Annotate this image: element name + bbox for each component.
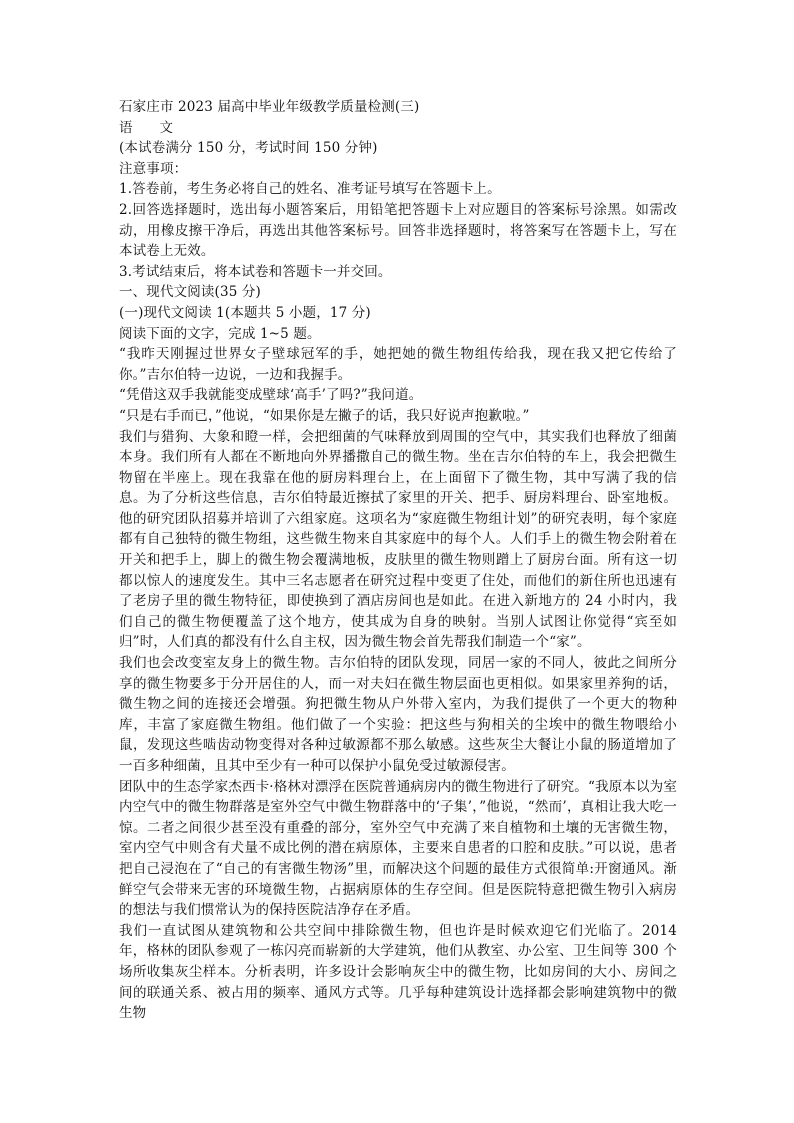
article-paragraph-1: “我昨天刚握过世界女子壁球冠军的手，她把她的微生物组传给我，现在我又把它传给了你。”吉尔伯特一边说，一边和我握手。 [119,346,677,383]
reading-instruction: 阅读下面的文字，完成 1~5 题。 [119,325,321,342]
notice-item-2: 2.回答选择题时，选出每小题答案后，用铅笔把答题卡上对应题目的答案标号涂黑。如需改动，用橡皮擦干净后，再选出其他答案标号。回答非选择题时，将答案写在答题卡上，写在本试卷上无效。 [119,201,677,260]
subject-title: 语 文 [119,119,173,136]
document-body [119,97,677,1024]
notice-item-3: 3.考试结束后，将本试卷和答题卡一并交回。 [119,263,392,280]
score-time-note: (本试卷满分 150 分，考试时间 150 分钟) [119,140,378,157]
subsection-title: (一)现代文阅读 1(本题共 5 小题，17 分) [119,304,371,321]
article-paragraph-5: 我们也会改变室友身上的微生物。吉尔伯特的团队发现，同居一家的不同人，彼此之间所分享的微生物要多于分开居住的人，而一对夫妇在微生物层面也更相似。如果家里养狗的话，微生物之间的连接还会增强。狗把微生物从户外带入室内，为我们提供了一个更大的物种库，丰富了家庭微生物组。他们做了一个实验：把这些与狗相关的尘埃中的微生物喂给小鼠，发现这些啮齿动物变得对各种过敏源都不那么敏感。这些灰尘大餐让小鼠的肠道增加了一百多种细菌，且其中至少有一种可以保护小鼠免受过敏源侵害。 [119,655,677,774]
article-paragraph-6: 团队中的生态学家杰西卡·格林对漂浮在医院普通病房内的微生物进行了研究。“我原本以为室内空气中的微生物群落是室外空气中微生物群落中的‘子集’，”他说，“然而’，真相让我大吃一惊。二者之间很少甚至没有重叠的部分，室外空气中充满了来自植物和土壤的无害微生物，室内空气中则含有犬量不成比例的潜在病原体，主要来自患者的口腔和皮肤。”可以说，患者把自己浸泡在了“自己的有害微生物汤”里，而解决这个问题的最佳方式很简单:开窗通风。渐鲜空气会带来无害的环境微生物，占据病原体的生存空间。但是医院特意把微生物引入病房的想法与我们惯常认为的保持医院洁净存在矛盾。 [119,778,677,919]
notice-heading: 注意事项： [119,160,188,177]
article-paragraph-2: “凭借这双手我就能变成壁球‘高手’了吗?”我问道。 [119,387,423,404]
exam-title: 石家庄市 2023 届高中毕业年级教学质量检测(三) [119,99,420,115]
article-paragraph-7: 我们一直试图从建筑物和公共空间中排除微生物，但也许是时候欢迎它们光临了。2014 年，格林的团队参观了一栋闪亮而崭新的大学建筑，他们从教室、办公室、卫生间等 300 个场所收集灰尘样本。分析表明，许多设计会影响灰尘中的微生物，比如房间的大小、房间之间的联通关系、被占用的频率、通风方式等。几乎每种建筑设计选择都会影响建筑物中的微生物 [119,922,677,1022]
notice-item-1: 1.答卷前，考生务必将自己的姓名、准考证号填写在答题卡上。 [119,181,501,198]
section-title: 一、现代文阅读(35 分) [119,284,261,301]
article-paragraph-4: 我们与猎狗、大象和瞪一样，会把细菌的气味释放到周围的空气中，其实我们也释放了细菌本身。我们所有人都在不断地向外界播撒自己的微生物。坐在吉尔伯特的车上，我会把微生物留在半座上。现在我靠在他的厨房料理台上，在上面留下了微生物，其中写满了我的信息。为了分析这些信息，吉尔伯特最近擦拭了家里的开关、把手、厨房料理台、卧室地板。他的研究团队招募并培训了六组家庭。这项名为“家庭微生物组计划”的研究表明，每个家庭都有自己独特的微生物组，这些微生物来自其家庭中的每个人。人们手上的微生物会附着在开关和把手上，脚上的微生物会覆满地板，皮肤里的微生物则蹭上了厨房台面。所有这一切都以惊人的速度发生。其中三名志愿者在研究过程中变更了住处，而他们的新住所也迅速有了老房子里的微生物特征，即使换到了酒店房间也是如此。在进入新地方的 24 小时内，我们自己的微生物便覆盖了这个地方，使其成为自身的映射。当别人试图让你觉得“宾至如归”时，人们真的都没有什么自主权，因为微生物会首先帮我们制造一个“家”。 [119,428,677,651]
article-paragraph-3: “只是右手而已，”他说，“如果你是左撇子的话，我只好说声抱歉啦。” [119,407,530,424]
